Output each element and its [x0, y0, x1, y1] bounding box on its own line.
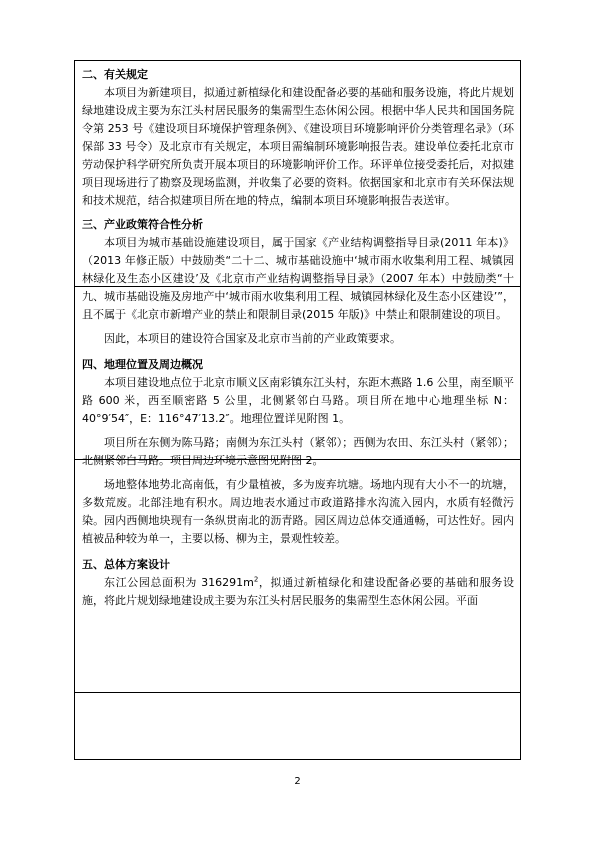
paragraph: 项目所在东侧为陈马路；南侧为东江头村（紧邻）；西侧为农田、东江头村（紧邻）；北侧紧邻白马路。项目周边环境示意图见附图 2。 [82, 436, 514, 467]
paragraph: 场地整体地势北高南低，有少量植被，多为废弃坑塘。场地内现有大小不一的坑塘，多数荒废。北部洼地有积水。周边地表水通过市政道路排水沟流入园内，水质有轻微污染。园内西侧地块现有一条纵贯南北的沥青路。园区周边总体交通通畅，可达性好。园内植被品种较为单一，主要以杨、柳为主，景观性较差。 [82, 478, 514, 545]
text-span: ，拟通过新植绿化和建设配备必要的基础和服务设施，将此片规划绿地建设成主要为东江头村居民服务的集需型生态休闲公园。平面 [82, 576, 515, 607]
section-heading-regulations: 二、有关规定 [82, 68, 148, 81]
paragraph: 本项目建设地点位于北京市顺义区南彩镇东江头村，东距木燕路 1.6 公里，南至顺平路 600 米，西至顺密路 5 公里，北侧紧邻白马路。项目所在地中心地理坐标 N：40°9′54″，E：116°47′13.2″。地理位置详见附图 1。 [82, 376, 514, 425]
paragraph: 因此，本项目的建设符合国家及北京市当前的产业政策要求。 [104, 332, 401, 345]
superscript: 2 [253, 575, 259, 584]
text-span: 东江公园总面积为 316291m [104, 576, 254, 589]
paragraph: 本项目为新建项目，拟通过新植绿化和建设配备必要的基础和服务设施，将此片规划绿地建设成主要为东江头村居民服务的集需型生态休闲公园。根据中华人民共和国国务院令第 253 号《建设项目环境保护管理条例》、《建设项目环境影响评价分类管理名录》（环保部 33 号令）及北京市有关规定，本项目需编制环境影响报告表。建设单位委托北京市劳动保护科学研究所负责开展本项目的环境影响评价工作。环评单位接受委托后，对拟建项目现场进行了勘察及现场监测，并收集了必要的资料。依据国家和北京市有关环保法规和技术规范，结合拟建项目所在地的特点，编制本项目环境影响报告表送审。 [82, 86, 514, 207]
paragraph: 本项目为城市基础设施建设项目，属于国家《产业结构调整指导目录(2011 年本)》（2013 年修正版）中鼓励类“二十二、城市基础设施中‘城市雨水收集利用工程、城镇园林绿化及生态小区建设’及《北京市产业结构调整指导目录》（2007 年本）中鼓励类“十九、城市基础设施及房地产中‘城市雨水收集利用工程、城镇园林绿化及生态小区建设’”，且不属于《北京市新增产业的禁止和限制目录(2015 年版)》中禁止和限制建设的项目。 [82, 236, 514, 321]
document-body [82, 64, 514, 610]
section-divider [74, 692, 521, 693]
section-heading-location: 四、地理位置及周边概况 [82, 358, 203, 371]
section-heading-industry-policy: 三、产业政策符合性分析 [82, 218, 203, 231]
section-heading-design: 五、总体方案设计 [82, 558, 170, 571]
page-number: 2 [294, 776, 301, 787]
paragraph [82, 574, 514, 610]
